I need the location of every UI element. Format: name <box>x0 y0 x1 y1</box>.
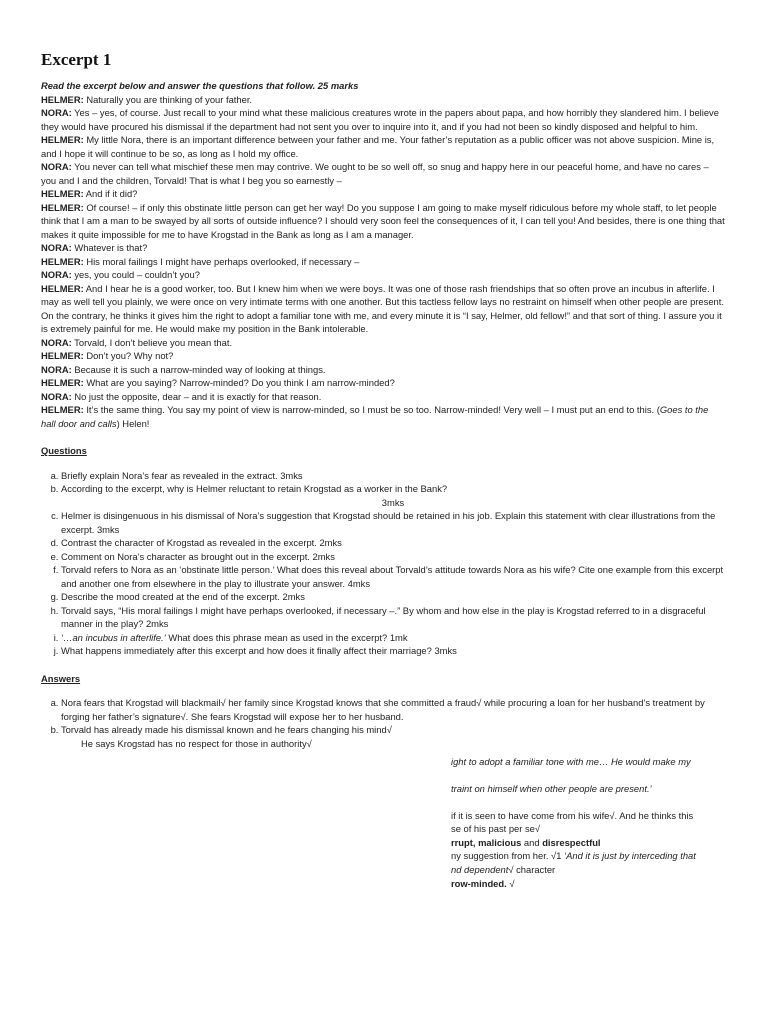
speaker-name: NORA: <box>41 107 72 118</box>
answer-b-i: i. He says Krogstad has no respect for those in authority√ <box>81 737 725 751</box>
question-b: b. According to the excerpt, why is Helmer reluctant to retain Krogstad as a worker in the Bank? 3mks <box>61 482 725 509</box>
speaker-name: NORA: <box>41 336 72 348</box>
dialogue-line <box>41 376 725 390</box>
fragment-4: se of his past per se√ <box>451 823 541 834</box>
speech-text: yes, you could – couldn’t you? <box>71 269 200 280</box>
question-c: c. Helmer is disingenuous in his dismissal of Nora’s suggestion that Krogstad should be retained in his job. Explain this statement with clear illustrations from the excerpt. 3mks <box>61 509 725 536</box>
question-d: d. Contrast the character of Krogstad as revealed in the excerpt. 2mks <box>61 536 725 550</box>
dialogue-line <box>41 336 725 350</box>
dialogue-line <box>41 282 725 336</box>
speech-text: Of course! – if only this obstinate little person can get her way! Do you suppose I am going to make myself ridiculous before my whole staff, to let people think that I am a man to be swayed by all sorts of outside influence? I should very soon feel the consequences of it, I can tell you! And besides, there is one thing that makes it quite impossible for me to have Krogstad in the Bank as long as I am a manager. <box>41 201 725 240</box>
questions-heading: Questions <box>41 445 87 456</box>
dialogue-line <box>41 93 725 107</box>
question-b-marks: 3mks <box>381 496 405 508</box>
speech-text: And if it did? <box>83 188 138 199</box>
question-e: e. Comment on Nora’s character as brought out in the excerpt. 2mks <box>61 550 725 564</box>
speech-text: His moral failings I might have perhaps overlooked, if necessary – <box>83 255 360 267</box>
fragment-2: traint on himself when other people are present.’ <box>451 783 652 794</box>
fragment-1: ight to adopt a familiar tone with me… He would make my <box>451 756 691 767</box>
cut-off-region <box>0 752 768 1024</box>
speaker-name: NORA: <box>41 363 72 375</box>
question-i: i. ‘…an incubus in afterlife.’ What does this phrase mean as used in the excerpt? 1mk <box>61 631 725 645</box>
dialogue-line <box>41 160 725 187</box>
speech-text: Torvald, I don’t believe you mean that. <box>71 336 233 348</box>
fragment-5: rrupt, malicious and disrespectful <box>451 837 601 848</box>
instructions: Read the excerpt below and answer the questions that follow. 25 marks <box>41 80 359 91</box>
speaker-name: HELMER: <box>41 282 84 294</box>
dialogue-line <box>41 133 725 160</box>
speaker-name: NORA: <box>41 269 72 280</box>
speech-text: It’s the same thing. You say my point of view is narrow-minded, so I must be so too. Narrow-minded! Very well – I must put an end to this. ( <box>83 404 660 415</box>
stage-direction: Goes to the hall door and calls <box>41 404 709 429</box>
speech-text: And I hear he is a good worker, too. But I knew him when we were boys. It was one of those rash friendships that so often prove an incubus in afterlife. I may as well tell you plainly, we were once on very intimate terms with one another. But this tactless fellow lays no restraint on himself when other people are present. On the contrary, he thinks it gives him the right to adopt a familiar tone with me, and every minute it is “I say, Helmer, old fellow!” and that sort of thing. I assure you it is extremely painful for me. He would make my position in the Bank intolerable. <box>41 282 724 334</box>
speaker-name: NORA: <box>41 390 72 402</box>
speech-text: No just the opposite, dear – and it is exactly for that reason. <box>71 390 322 402</box>
dialogue-line <box>41 349 725 363</box>
answers-list <box>41 696 725 750</box>
question-i-quote: ‘…an incubus in afterlife.’ <box>61 631 166 643</box>
dialogue-line <box>41 201 725 242</box>
dialogue-line <box>41 106 725 133</box>
speech-text: Yes – yes, of course. Just recall to your mind what these malicious creatures wrote in the papers about papa, and how horribly they slandered him. I believe they would have procured his dismissal if the department had not sent you over to inquire into it, and if you had not been so kindly disposed and helpful to him. <box>41 107 719 132</box>
dialogue <box>41 93 725 431</box>
dialogue-line <box>41 403 725 430</box>
speech-text: Whatever is that? <box>71 242 148 253</box>
fragment-8: row-minded. √ <box>451 878 515 889</box>
question-f: f. Torvald refers to Nora as an ‘obstinate little person.’ What does this reveal about Torvald’s attitude towards Nora as his wife? Cite one example from this excerpt and another one from elsewhere in the play to illustrate your answer. 4mks <box>61 563 725 590</box>
answer-a: a. Nora fears that Krogstad will blackmail√ her family since Krogstad knows that she committed a fraud√ while procuring a loan for her husband’s treatment by forging her father’s signature√. She fears Krogstad will expose her to her husband. <box>61 696 725 723</box>
speaker-name: HELMER: <box>41 377 84 388</box>
fragment-7: nd dependent√ character <box>451 864 556 875</box>
dialogue-line <box>41 390 725 404</box>
answer-b-sublist <box>61 737 725 751</box>
speaker-name: HELMER: <box>41 404 84 415</box>
speech-text-tail: ) Helen! <box>116 417 150 429</box>
speaker-name: HELMER: <box>41 134 84 145</box>
dialogue-line <box>41 187 725 201</box>
question-g: g. Describe the mood created at the end of the excerpt. 2mks <box>61 590 725 604</box>
dialogue-line <box>41 268 725 282</box>
speaker-name: HELMER: <box>41 350 84 361</box>
answers-heading: Answers <box>41 672 81 684</box>
speaker-name: HELMER: <box>41 93 84 105</box>
speech-text: Don’t you? Why not? <box>83 350 174 361</box>
document-page <box>41 50 725 750</box>
questions-list <box>41 469 725 658</box>
speech-text: My little Nora, there is an important difference between your father and me. Your father’s reputation as a public officer was not above suspicion. Mine is, and I hope it will continue to be so, as long as I hold my office. <box>41 134 715 159</box>
dialogue-line <box>41 255 725 269</box>
question-j: j. What happens immediately after this excerpt and how does it finally affect their marriage? 3mks <box>61 644 725 658</box>
speaker-name: HELMER: <box>41 255 84 267</box>
speaker-name: NORA: <box>41 242 72 253</box>
speech-text: Naturally you are thinking of your father. <box>83 93 253 105</box>
fragment-3: if it is seen to have come from his wife√. And he thinks this <box>451 810 694 821</box>
speaker-name: NORA: <box>41 161 72 172</box>
excerpt-title: Excerpt 1 <box>41 50 112 69</box>
speech-text: Because it is such a narrow-minded way of looking at things. <box>71 363 326 375</box>
speaker-name: HELMER: <box>41 201 84 213</box>
speaker-name: HELMER: <box>41 188 84 199</box>
speech-text: You never can tell what mischief these men may contrive. We ought to be so well off, so snug and happy here in our peaceful home, and have no cares – you and I and the children, Torvald! That is what I beg you so earnestly – <box>41 161 709 186</box>
speech-text: What are you saying? Narrow-minded? Do you think I am narrow-minded? <box>83 377 395 388</box>
answer-b: b. Torvald has already made his dismissal known and he fears changing his mind√ i. He says Krogstad has no respect for those in authority√ <box>61 723 725 750</box>
dialogue-line <box>41 241 725 255</box>
fragment-6: ny suggestion from her. √1 ‘And it is just by interceding that <box>451 850 696 861</box>
question-a: a. Briefly explain Nora’s fear as revealed in the extract. 3mks <box>61 469 725 483</box>
dialogue-line <box>41 363 725 377</box>
question-h: h. Torvald says, “His moral failings I might have perhaps overlooked, if necessary –.” By whom and how else in the play is Krogstad referred to in a disgraceful manner in the play? 2mks <box>61 604 725 631</box>
